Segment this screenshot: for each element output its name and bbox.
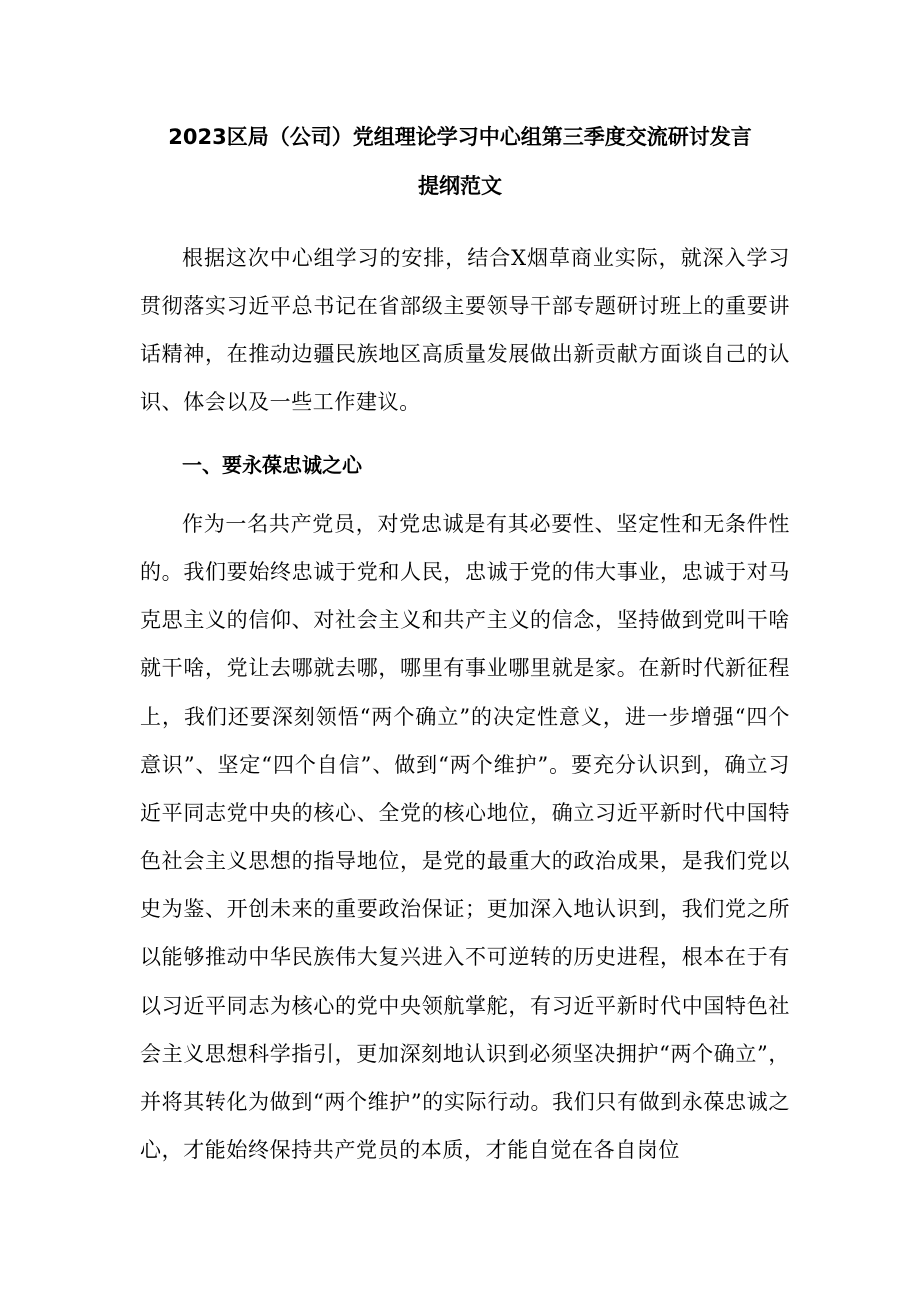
- intro-paragraph: 根据这次中心组学习的安排，结合X烟草商业实际，就深入学习贯彻落实习近平总书记在省部级主要领导干部专题研讨班上的重要讲话精神，在推动边疆民族地区高质量发展做出新贡献方面谈自己的认识、体会以及一些工作建议。: [140, 246, 790, 415]
- document-title-line-2: 提纲范文: [418, 174, 502, 198]
- section-1-paragraph: 作为一名共产党员，对党忠诚是有其必要性、坚定性和无条件性的。我们要始终忠诚于党和人民，忠诚于党的伟大事业，忠诚于对马克思主义的信仰、对社会主义和共产主义的信念，坚持做到党叫干啥就干啥，党让去哪就去哪，哪里有事业哪里就是家。在新时代新征程上，我们还要深刻领悟“两个确立”的决定性意义，进一步增强“四个意识”、坚定“四个自信”、做到“两个维护”。要充分认识到，确立习近平同志党中央的核心、全党的核心地位，确立习近平新时代中国特色社会主义思想的指导地位，是党的最重大的政治成果，是我们党以史为鉴、开创未来的重要政治保证；更加深入地认识到，我们党之所以能够推动中华民族伟大复兴进入不可逆转的历史进程，根本在于有以习近平同志为核心的党中央领航掌舵，有习近平新时代中国特色社会主义思想科学指引，更加深刻地认识到必须坚决拥护“两个确立”，并将其转化为做到“两个维护”的实际行动。我们只有做到永葆忠诚之心，才能始终保持共产党员的本质，才能自觉在各自岗位: [140, 512, 790, 1163]
- document-title-line-1: 2023区局（公司）党组理论学习中心组第三季度交流研讨发言: [168, 125, 752, 149]
- section-heading-1: 一、要永葆忠诚之心: [182, 453, 362, 477]
